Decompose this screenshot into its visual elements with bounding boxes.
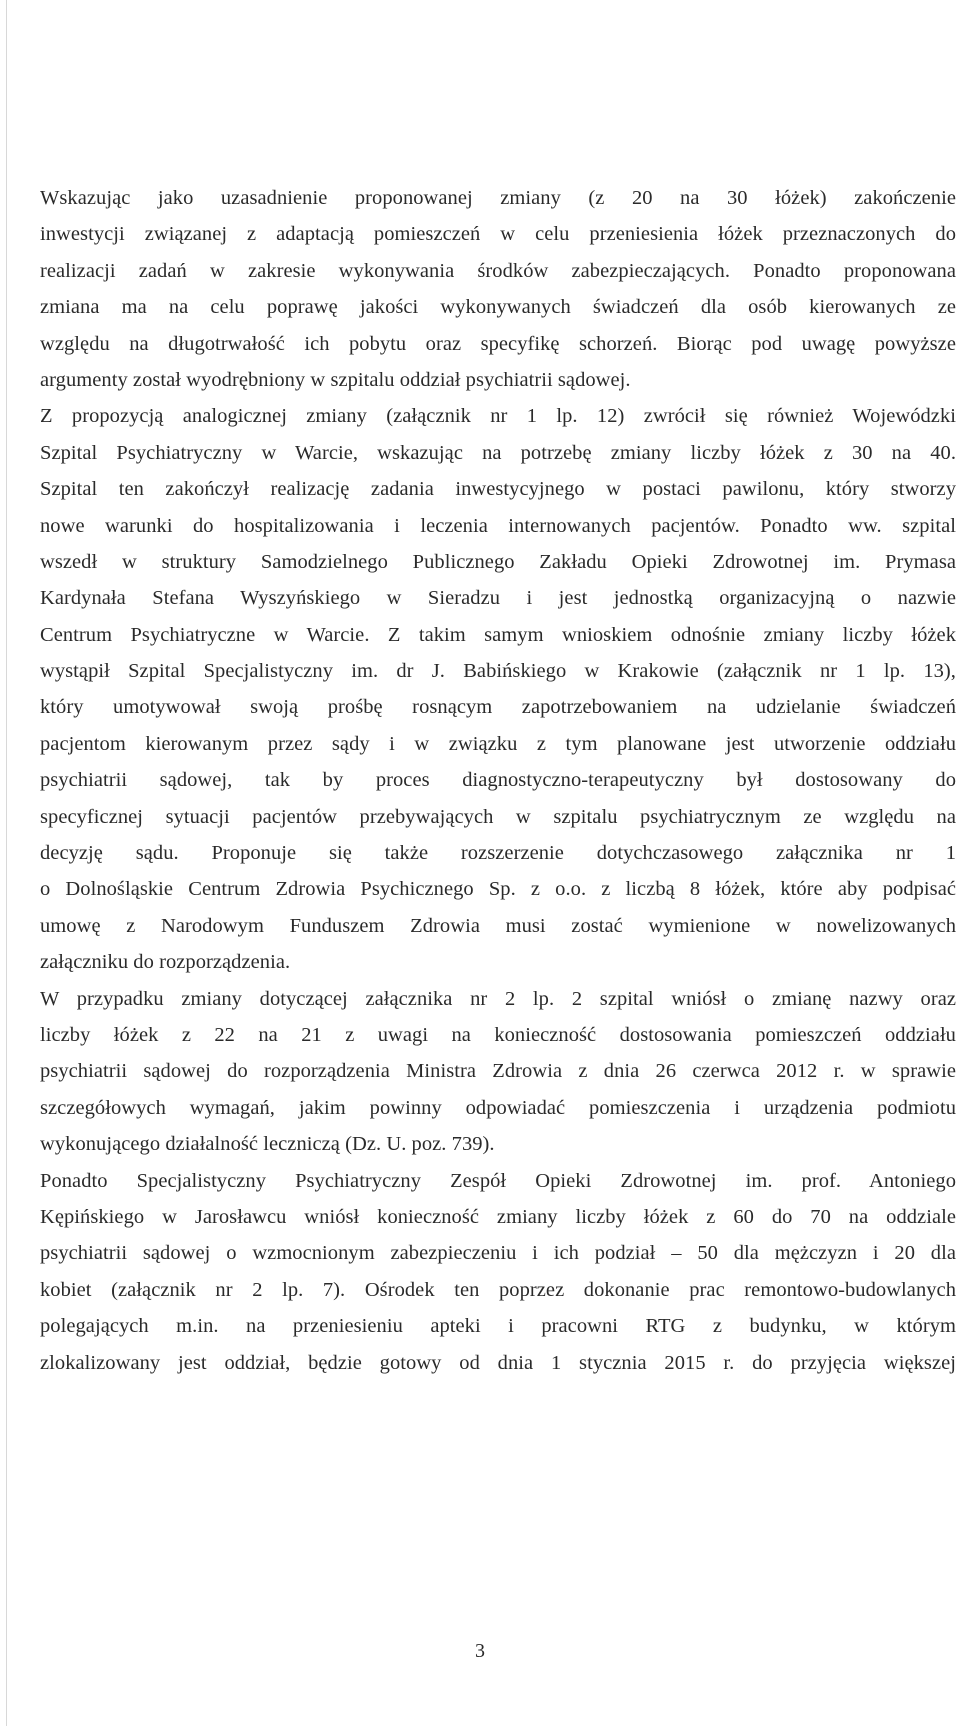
text-line: Kępińskiego w Jarosławcu wniósł konieczność zmiany liczby łóżek z 60 do 70 na oddziale [40, 1205, 956, 1228]
text-line: decyzję sądu. Proponuje się także rozszerzenie dotychczasowego załącznika nr 1 [40, 842, 956, 865]
paragraph-2 [40, 398, 956, 980]
text-line: Ponadto Specjalistyczny Psychiatryczny Zespół Opieki Zdrowotnej im. prof. Antoniego [40, 1169, 956, 1192]
text-line: Kardynała Stefana Wyszyńskiego w Sieradzu i jest jednostką organizacyjną o nazwie [40, 587, 956, 610]
text-line: kobiet (załącznik nr 2 lp. 7). Ośrodek ten poprzez dokonanie prac remontowo-budowlanych [40, 1278, 956, 1301]
text-line: względu na długotrwałość ich pobytu oraz specyfikę schorzeń. Biorąc pod uwagę powyższe [40, 332, 956, 355]
text-line: zlokalizowany jest oddział, będzie gotowy od dnia 1 stycznia 2015 r. do przyjęcia większej [40, 1351, 956, 1374]
text-line: pacjentom kierowanym przez sądy i w związku z tym planowane jest utworzenie oddziału [40, 732, 956, 755]
text-line: wykonującego działalność leczniczą (Dz. U. poz. 739). [40, 1133, 495, 1156]
text-line: szczegółowych wymagań, jakim powinny odpowiadać pomieszczenia i urządzenia podmiotu [40, 1096, 956, 1119]
text-line: Szpital Psychiatryczny w Warcie, wskazując na potrzebę zmiany liczby łóżek z 30 na 40. [40, 441, 956, 464]
scan-edge-line [6, 0, 7, 1726]
text-line: W przypadku zmiany dotyczącej załącznika nr 2 lp. 2 szpital wniósł o zmianę nazwy oraz [40, 987, 956, 1010]
document-body [40, 180, 956, 1381]
text-line: liczby łóżek z 22 na 21 z uwagi na konieczność dostosowania pomieszczeń oddziału [40, 1023, 956, 1046]
text-line: inwestycji związanej z adaptacją pomieszczeń w celu przeniesienia łóżek przeznaczonych do [40, 223, 956, 246]
text-line: załączniku do rozporządzenia. [40, 951, 291, 974]
text-line: zmiana ma na celu poprawę jakości wykonywanych świadczeń dla osób kierowanych ze [40, 296, 956, 319]
text-line: Centrum Psychiatryczne w Warcie. Z takim samym wnioskiem odnośnie zmiany liczby łóżek [40, 623, 956, 646]
text-line: wszedł w struktury Samodzielnego Publicznego Zakładu Opieki Zdrowotnej im. Prymasa [40, 550, 956, 573]
text-line: umowę z Narodowym Funduszem Zdrowia musi zostać wymienione w nowelizowanych [40, 914, 956, 937]
text-line: polegających m.in. na przeniesieniu apteki i pracowni RTG z budynku, w którym [40, 1315, 956, 1338]
text-line: Z propozycją analogicznej zmiany (załącznik nr 1 lp. 12) zwrócił się również Wojewódzki [40, 405, 956, 428]
paragraph-4 [40, 1163, 956, 1381]
text-line: argumenty został wyodrębniony w szpitalu oddział psychiatrii sądowej. [40, 368, 631, 391]
paragraph-3 [40, 981, 956, 1163]
text-line: nowe warunki do hospitalizowania i leczenia internowanych pacjentów. Ponadto ww. szpital [40, 514, 956, 537]
text-line: który umotywował swoją prośbę rosnącym zapotrzebowaniem na udzielanie świadczeń [40, 696, 956, 719]
text-line: wystąpił Szpital Specjalistyczny im. dr J. Babińskiego w Krakowie (załącznik nr 1 lp. 13), [40, 660, 956, 683]
text-line: Wskazując jako uzasadnienie proponowanej zmiany (z 20 na 30 łóżek) zakończenie [40, 187, 956, 209]
text-line: specyficznej sytuacji pacjentów przebywających w szpitalu psychiatrycznym ze względu na [40, 805, 956, 828]
text-line: Szpital ten zakończył realizację zadania inwestycyjnego w postaci pawilonu, który stworzy [40, 478, 956, 501]
text-line: psychiatrii sądowej o wzmocnionym zabezpieczeniu i ich podział – 50 dla mężczyzn i 20 dla [40, 1242, 956, 1265]
text-line: psychiatrii sądowej do rozporządzenia Ministra Zdrowia z dnia 26 czerwca 2012 r. w sprawie [40, 1060, 956, 1083]
page-number: 3 [475, 1640, 485, 1662]
text-line: psychiatrii sądowej, tak by proces diagnostyczno-terapeutyczny był dostosowany do [40, 769, 956, 792]
paragraph-1 [40, 180, 956, 398]
text-line: realizacji zadań w zakresie wykonywania środków zabezpieczających. Ponadto proponowana [40, 259, 956, 282]
text-line: o Dolnośląskie Centrum Zdrowia Psychicznego Sp. z o.o. z liczbą 8 łóżek, które aby podpisać [40, 878, 956, 901]
